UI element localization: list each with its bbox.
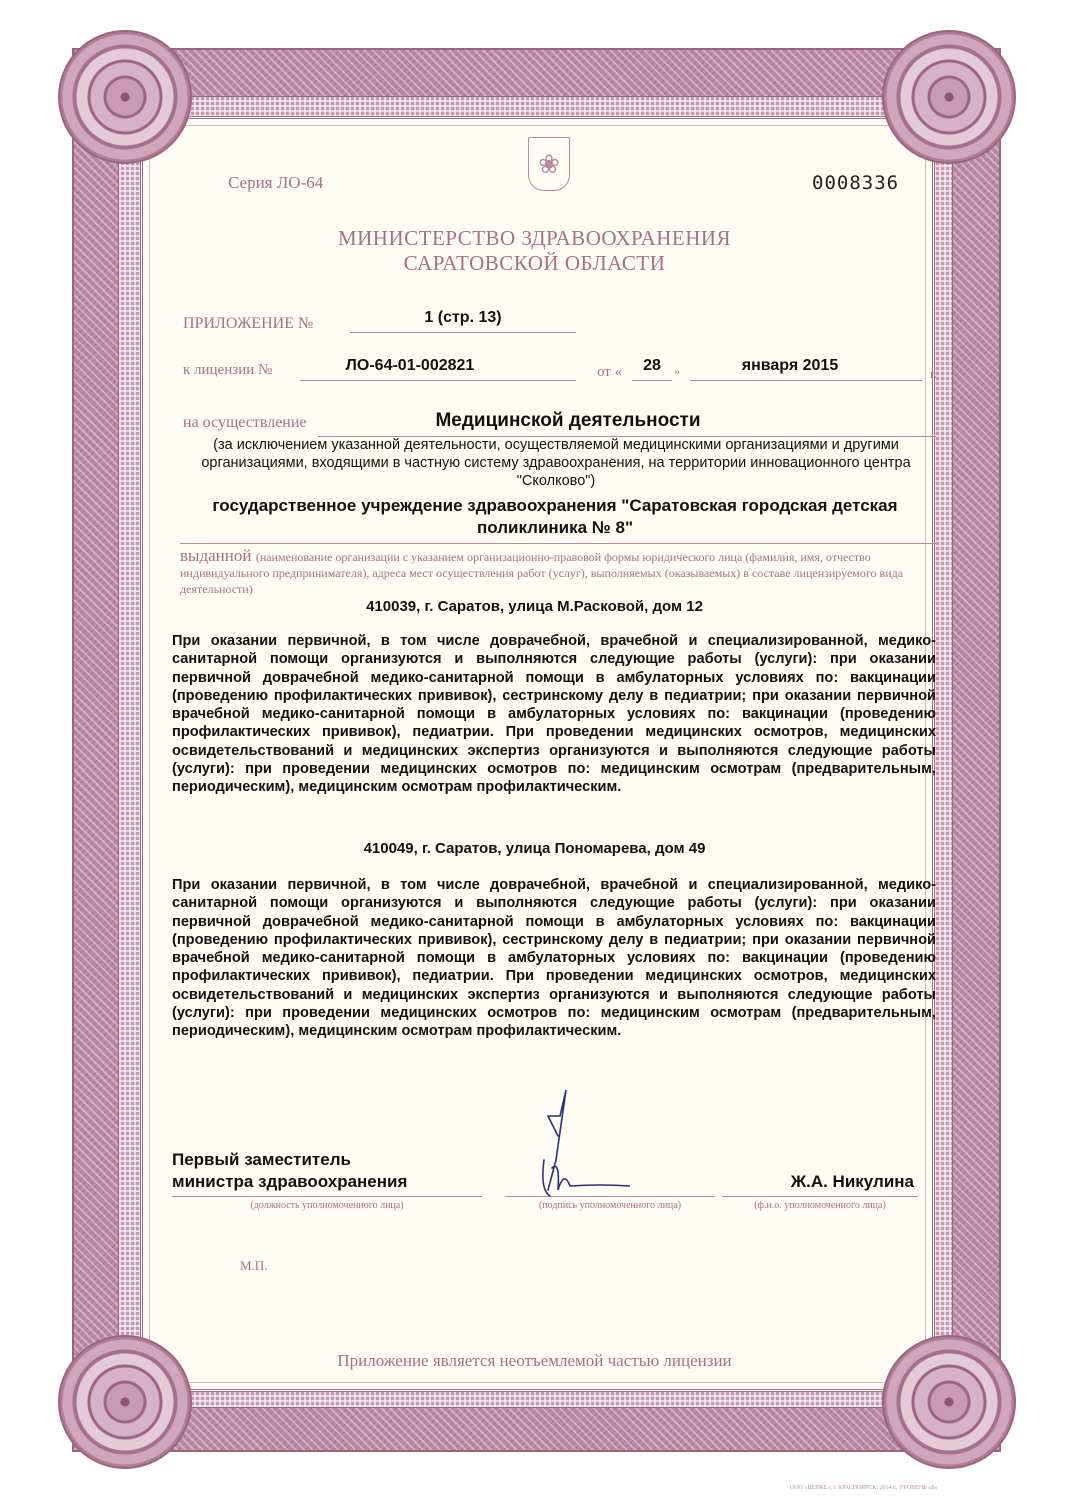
- ministry-title-line2: САРАТОВСКОЙ ОБЛАСТИ: [403, 251, 666, 275]
- license-underline: [300, 380, 576, 381]
- license-day: 28: [643, 357, 661, 374]
- signature-caption: (подпись уполномоченного лица): [538, 1200, 682, 1211]
- appendix-footer-note: Приложение является неотъемлемой частью лицензии: [337, 1351, 732, 1370]
- activity-label: на осуществление: [183, 414, 307, 431]
- activity-exception-note: (за исключением указанной деятельности, осуществляемой медицинскими организациями и другими организациями, входящими в частную систему здравоохранения, на территории инновационного центра "Сколково"): [201, 437, 911, 489]
- issued-block: [180, 548, 936, 597]
- series-label: Серия ЛО-64: [228, 173, 324, 192]
- organization-underline: [180, 543, 936, 544]
- date-quote-close: »: [674, 364, 680, 378]
- license-number: ЛО-64-01-002821: [345, 357, 475, 374]
- ministry-title-line1: МИНИСТЕРСТВО ЗДРАВООХРАНЕНИЯ: [337, 226, 732, 250]
- appendix-underline: [350, 332, 576, 333]
- signer-position-line1: Первый заместитель: [172, 1150, 351, 1169]
- position-caption: (должность уполномоченного лица): [250, 1200, 404, 1211]
- serial-number: 0008336: [812, 172, 900, 194]
- appendix-number: 1 (стр. 13): [424, 309, 502, 326]
- position-underline: [172, 1196, 482, 1197]
- organization-name: государственное учреждение здравоохранения "Саратовская городская детская поликлиника № 8": [212, 496, 898, 537]
- name-caption: (ф.и.о. уполномоченного лица): [754, 1200, 886, 1211]
- year-suffix: г.: [930, 366, 938, 381]
- stamp-place-label: М.П.: [240, 1258, 268, 1273]
- name-underline: [722, 1196, 918, 1197]
- appendix-label: ПРИЛОЖЕНИЕ №: [183, 315, 314, 332]
- activity-title: Медицинской деятельности: [435, 410, 701, 431]
- issued-label: выданной: [180, 546, 252, 565]
- date-from-label: от «: [597, 364, 623, 380]
- printer-imprint: ООО «ВЕРЖЕ», г. КРАСНОЯРСК, 2014 г., УРОВЕНЬ «Б»: [790, 1485, 938, 1491]
- license-label: к лицензии №: [183, 362, 273, 378]
- location-address: 410049, г. Саратов, улица Пономарева, дом 49: [363, 840, 706, 857]
- signer-name: Ж.А. Никулина: [790, 1172, 914, 1191]
- day-underline: [632, 380, 672, 381]
- issued-hint: (наименование организации с указанием организационно-правовой формы юридического лица (фамилия, имя, отчество индивидуального предпринимателя), адреса мест осуществления работ (услуг), выполняемых (оказываемых) в составе лицензируемого вида деятельности): [180, 550, 904, 596]
- location-services: При оказании первичной, в том числе доврачебной, врачебной и специализированной, медико-санитарной помощи организуются и выполняются следующие работы (услуги): при оказании первичной доврачебной медико-санитарной помощи в амбулаторных условиях по: вакцинации (проведению профилактических прививок), сестринскому делу в педиатрии; при оказании первичной врачебной медико-санитарной помощи в амбулаторных условиях по: вакцинации (проведению профилактических прививок), педиатрии. При проведении медицинских осмотров, медицинских освидетельствований и медицинских экспертиз организуются и выполняются следующие работы (услуги): при проведении медицинских осмотров по: медицинским осмотрам (предварительным, периодическим), медицинским осмотрам профилактическим.: [172, 877, 936, 1040]
- handwritten-signature-icon: [520, 1090, 630, 1200]
- coat-of-arms-icon: ❀: [528, 137, 570, 191]
- month-underline: [690, 380, 922, 381]
- license-month-year: января 2015: [741, 357, 839, 374]
- location-services: При оказании первичной, в том числе доврачебной, врачебной и специализированной, медико-санитарной помощи организуются и выполняются следующие работы (услуги): при оказании первичной доврачебной медико-санитарной помощи в амбулаторных условиях по: вакцинации (проведению профилактических прививок), сестринскому делу в педиатрии; при оказании первичной врачебной медико-санитарной помощи в амбулаторных условиях по: вакцинации (проведению профилактических прививок), педиатрии. При проведении медицинских осмотров, медицинских освидетельствований и медицинских экспертиз организуются и выполняются следующие работы (услуги): при проведении медицинских осмотров по: медицинским осмотрам (предварительным, периодическим), медицинским осмотрам профилактическим.: [172, 633, 936, 796]
- signer-position-line2: министра здравоохранения: [172, 1172, 408, 1191]
- location-address: 410039, г. Саратов, улица М.Расковой, дом 12: [366, 598, 703, 615]
